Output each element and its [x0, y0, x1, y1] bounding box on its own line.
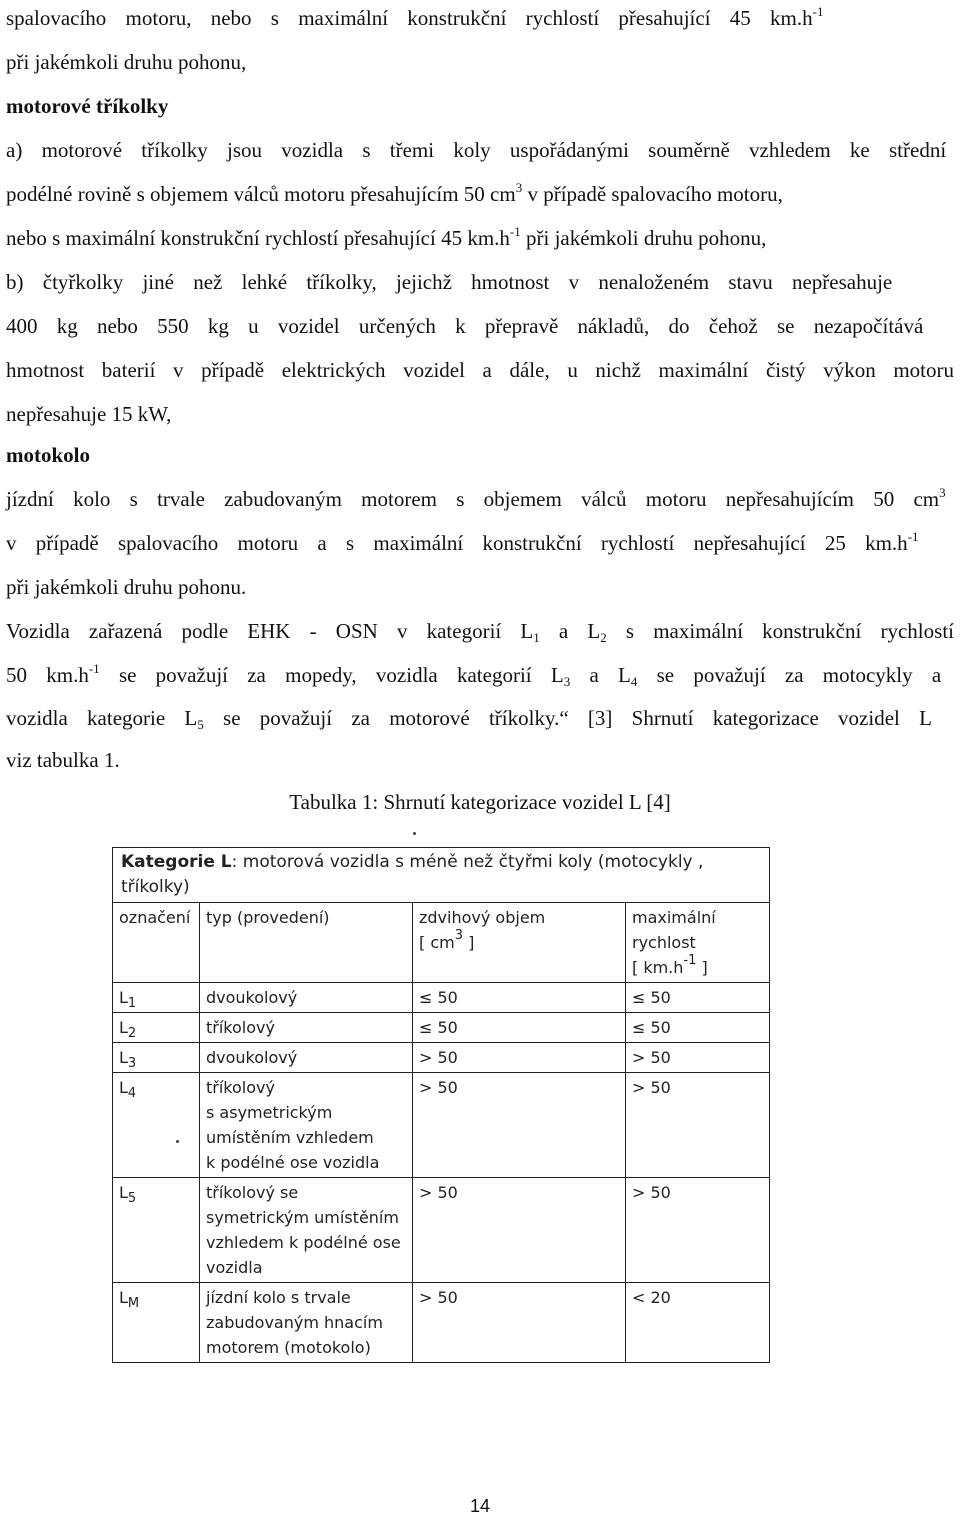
- cell-volume: ≤ 50: [413, 1013, 626, 1043]
- cell-speed: ≤ 50: [626, 1013, 770, 1043]
- type-line: s asymetrickým: [206, 1103, 333, 1122]
- cell-type: dvoukolový: [200, 1043, 413, 1073]
- cell-volume: ≤ 50: [413, 983, 626, 1013]
- type-line: motorem (motokolo): [206, 1338, 371, 1357]
- category-table: [112, 847, 770, 1357]
- cell-speed: < 20: [626, 1283, 770, 1363]
- l16-sub2: 4: [630, 674, 638, 689]
- text-line-7: [6, 269, 954, 295]
- line-6-text-b: při jakémkoli druhu pohonu,: [526, 226, 767, 250]
- cell-code: [113, 1073, 200, 1178]
- l17-sub: 5: [197, 717, 204, 732]
- text-line-13: [6, 530, 954, 556]
- type-line: symetrickým umístěním: [206, 1208, 399, 1227]
- text-line-1: [6, 5, 954, 31]
- line-6-text-a: nebo s maximální konstrukční rychlostí přesahující 45 km.h: [6, 226, 510, 250]
- cell-code: [113, 1283, 200, 1363]
- cell-type: dvoukolový: [200, 983, 413, 1013]
- line-13-sup: -1: [907, 529, 919, 544]
- line-12-sup: 3: [939, 485, 946, 500]
- line-18-text: viz tabulka 1.: [6, 748, 120, 772]
- type-line: umístěním vzhledem: [206, 1128, 374, 1147]
- l15-sub2: 2: [600, 630, 607, 645]
- cell-volume: > 50: [413, 1043, 626, 1073]
- type-line: tříkolový: [206, 1078, 275, 1097]
- heading-motokolo-text: motokolo: [6, 443, 90, 467]
- code: L: [119, 1078, 128, 1097]
- cell-code: [113, 983, 200, 1013]
- code-sub: 5: [127, 1191, 137, 1206]
- text-line-12: [6, 486, 954, 512]
- table-title: [113, 848, 770, 903]
- code-sub: M: [127, 1296, 140, 1311]
- text-line-4: [6, 137, 954, 163]
- code-sub: 4: [127, 1086, 137, 1101]
- code: L: [119, 1048, 128, 1067]
- objem-unit-a: [ cm: [419, 933, 455, 952]
- line-17-text: [6, 706, 932, 730]
- l15c: s maximální konstrukční rychlostí: [606, 619, 954, 643]
- line-1-sup: -1: [812, 4, 824, 19]
- line-6-sup: -1: [509, 224, 521, 239]
- text-line-16: [6, 662, 954, 688]
- line-5-text-a: podélné rovině s objemem válců motoru přesahujícím 50 cm: [6, 182, 516, 206]
- text-line-14: [6, 574, 954, 600]
- text-line-6: [6, 225, 954, 251]
- text-line-17: [6, 705, 954, 731]
- type-line: vozidla: [206, 1258, 263, 1277]
- text-line-15: [6, 618, 954, 644]
- type-line: tříkolový se: [206, 1183, 299, 1202]
- rychlost-unit-a: [ km.h: [632, 958, 684, 977]
- header-rychlost-unit: [632, 955, 763, 980]
- line-13-text: v případě spalovacího motoru a s maximální konstrukční rychlostí nepřesahující 25 km.h: [6, 531, 908, 555]
- l16d: se považují za motocykly a: [637, 663, 942, 687]
- table-title-row: [113, 848, 770, 903]
- cell-speed: > 50: [626, 1073, 770, 1178]
- table-title-rest: : motorová vozidla s méně než čtyřmi koly (motocykly , tříkolky): [121, 852, 704, 897]
- table-header-row: [113, 903, 770, 983]
- header-rychlost-label: maximální rychlost: [632, 908, 716, 952]
- line-12-text: jízdní kolo s trvale zabudovaným motorem s objemem válců motoru nepřesahujícím 50 cm: [6, 487, 940, 511]
- cell-speed: > 50: [626, 1043, 770, 1073]
- l15-sub1: 1: [533, 630, 540, 645]
- table-row: [113, 1283, 770, 1363]
- code: L: [119, 1183, 128, 1202]
- cell-volume: > 50: [413, 1178, 626, 1283]
- rychlost-unit-sup: -1: [683, 953, 697, 968]
- l15a: Vozidla zařazená podle EHK - OSN v kategorií L: [6, 619, 534, 643]
- page-number: 14: [469, 1496, 491, 1516]
- text-line-8: [6, 313, 954, 339]
- heading-motokolo: [6, 442, 954, 468]
- cell-type: [200, 1178, 413, 1283]
- cell-type: [200, 1283, 413, 1363]
- table-caption: Tabulka 1: Shrnutí kategorizace vozidel L [4]: [289, 790, 671, 814]
- text-line-18: [6, 747, 954, 773]
- line-7-text: b) čtyřkolky jiné než lehké tříkolky, jejichž hmotnost v nenaloženém stavu nepřesahuje: [6, 270, 893, 294]
- code-sub: 1: [127, 996, 137, 1011]
- cell-type: tříkolový: [200, 1013, 413, 1043]
- text-line-9: [6, 357, 954, 383]
- table-row: [113, 1073, 770, 1178]
- cell-speed: ≤ 50: [626, 983, 770, 1013]
- table-row: [113, 983, 770, 1013]
- line-14-text: při jakémkoli druhu pohonu.: [6, 575, 247, 599]
- type-line: vzhledem k podélné ose: [206, 1233, 401, 1252]
- cell-type: [200, 1073, 413, 1178]
- line-4-text: a) motorové tříkolky jsou vozidla s třemi koly uspořádanými souměrně vzhledem ke střední: [6, 138, 947, 162]
- type-line: jízdní kolo s trvale: [206, 1288, 351, 1307]
- cell-code: [113, 1178, 200, 1283]
- table-row: [113, 1013, 770, 1043]
- header-objem-label: zdvihový objem: [419, 908, 546, 927]
- objem-unit-b: ]: [463, 933, 475, 952]
- cell-code: [113, 1043, 200, 1073]
- text-line-2: [6, 49, 954, 75]
- type-line: k podélné ose vozidla: [206, 1153, 380, 1172]
- cell-speed: > 50: [626, 1178, 770, 1283]
- header-objem: [413, 903, 626, 983]
- table-row: [113, 1178, 770, 1283]
- line-15-text: [6, 619, 954, 643]
- l16a: 50 km.h: [6, 663, 89, 687]
- cell-volume: > 50: [413, 1283, 626, 1363]
- table-title-bold: Kategorie L: [121, 852, 232, 872]
- code: L: [119, 988, 128, 1007]
- line-2-text: při jakémkoli druhu pohonu,: [6, 50, 247, 74]
- l17b: se považují za motorové tříkolky.“ [3] Shrnutí kategorizace vozidel L: [203, 706, 932, 730]
- code-sub: 3: [127, 1056, 137, 1071]
- text-line-10: [6, 401, 954, 427]
- heading-trikolky-text: motorové tříkolky: [6, 94, 169, 118]
- line-5-text-b: v případě spalovacího motoru,: [527, 182, 783, 206]
- line-8-text: 400 kg nebo 550 kg u vozidel určených k přepravě nákladů, do čehož se nezapočítává: [6, 314, 924, 338]
- line-5-sup: 3: [515, 180, 523, 195]
- line-9-text: hmotnost baterií v případě elektrických vozidel a dále, u nichž maximální čistý výkon motoru: [6, 358, 954, 382]
- l15b: a L: [539, 619, 601, 643]
- type-line: zabudovaným hnacím: [206, 1313, 383, 1332]
- line-1-text: spalovacího motoru, nebo s maximální konstrukční rychlostí přesahující 45 km.h: [6, 6, 813, 30]
- l17a: vozidla kategorie L: [6, 706, 198, 730]
- line-10-text: nepřesahuje 15 kW,: [6, 402, 172, 426]
- cell-code: [113, 1013, 200, 1043]
- l16b: se považují za mopedy, vozidla kategorií L: [99, 663, 564, 687]
- l16-sub1: 3: [563, 674, 571, 689]
- header-oznaceni: označení: [113, 903, 200, 983]
- cell-volume: > 50: [413, 1073, 626, 1178]
- heading-motorove-trikolky: [6, 93, 954, 119]
- code-sub: 2: [127, 1026, 137, 1041]
- scan-speck: [413, 832, 416, 835]
- table-row: [113, 1043, 770, 1073]
- code: L: [119, 1288, 128, 1307]
- objem-unit-sup: 3: [454, 928, 463, 943]
- text-line-5: [6, 181, 954, 207]
- header-objem-unit: [419, 930, 619, 955]
- header-rychlost: [626, 903, 770, 983]
- code: L: [119, 1018, 128, 1037]
- header-typ: typ (provedení): [200, 903, 413, 983]
- line-16-text: [6, 663, 941, 687]
- category-table-grid: [112, 847, 770, 1363]
- rychlost-unit-b: ]: [696, 958, 708, 977]
- l16c: a L: [570, 663, 631, 687]
- l16-sup: -1: [88, 661, 100, 676]
